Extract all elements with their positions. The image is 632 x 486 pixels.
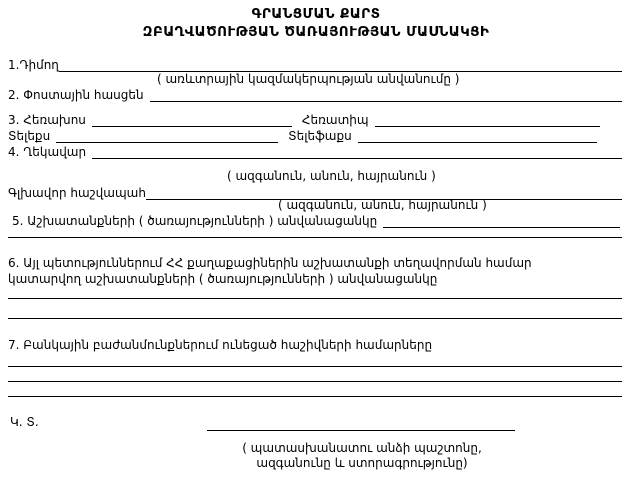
signature-caption-line1: ( պատասխանատու անձի պաշտոնը, (242, 441, 482, 455)
chief-accountant-label: Գլխավոր հաշվապահ (8, 186, 146, 200)
signature-line (207, 430, 515, 431)
phone-teletype-row (8, 112, 600, 127)
applicant-fill-line (59, 57, 622, 72)
teletype-label: Հեռատիպ (301, 113, 369, 127)
telex-telefax-row (8, 128, 597, 143)
telefax-fill-line (358, 128, 597, 143)
chief-accountant-caption: ( ազգանուն, անուն, հայրանուն ) (278, 198, 487, 212)
page-title-line1: ԳՐԱՆՑՄԱՆ ՔԱՐՏ (251, 6, 381, 22)
foreign-employment-label-line1: 6. Այլ պետություններում ՀՀ քաղաքացիներին աշխատանքի տեղավորման համար (8, 256, 532, 270)
services-list-continuation-line (8, 237, 622, 238)
telex-fill-line (56, 128, 278, 143)
postal-address-label: 2. Փոստային հասցեն (8, 88, 144, 102)
phone-fill-line (92, 112, 292, 127)
postal-address-row (8, 87, 622, 102)
phone-label: 3. Հեռախոս (8, 113, 86, 127)
foreign-employment-label-line2: կատարվող աշխատանքների ( ծառայությունների ) անվանացանկը (8, 272, 438, 286)
teletype-fill-line (375, 112, 600, 127)
services-list-label: 5. Աշխատանքների ( ծառայությունների ) անվանացանկը (12, 214, 378, 228)
applicant-label: 1.Դիմող (8, 58, 59, 72)
postal-address-fill-line (150, 87, 622, 102)
applicant-caption: ( առևտրային կազմակերպության անվանումը ) (157, 72, 460, 86)
services-list-row (12, 213, 620, 228)
bank-accounts-fill-line-3 (8, 396, 622, 397)
foreign-employment-paragraph (8, 255, 624, 287)
page-title-line2: ԶԲԱՂՎԱԾՈՒԹՅԱՆ ԾԱՌԱՅՈՒԹՅԱՆ ՄԱՍՆԱԿՑԻ (142, 24, 490, 40)
bank-accounts-fill-line-2 (8, 381, 622, 382)
bank-accounts-label: 7. Բանկային բաժանմունքներում ունեցած հաշիվների համարները (8, 338, 433, 352)
services-list-fill-line (383, 213, 620, 228)
telefax-label: Տելեֆաքս (288, 129, 352, 143)
director-caption: ( ազգանուն, անուն, հայրանուն ) (227, 169, 436, 183)
foreign-employment-fill-line-2 (8, 318, 622, 319)
director-fill-line (92, 144, 622, 159)
bank-accounts-fill-line-1 (8, 366, 622, 367)
director-row (8, 144, 622, 159)
foreign-employment-fill-line-1 (8, 298, 622, 299)
telex-label: Տելեքս (8, 129, 51, 143)
seal-mark-label: Կ. Տ. (10, 415, 39, 429)
applicant-row (8, 57, 622, 72)
director-label: 4. Ղեկավար (8, 145, 87, 159)
signature-caption-line2: ազգանունը և ստորագրությունը) (256, 456, 468, 470)
